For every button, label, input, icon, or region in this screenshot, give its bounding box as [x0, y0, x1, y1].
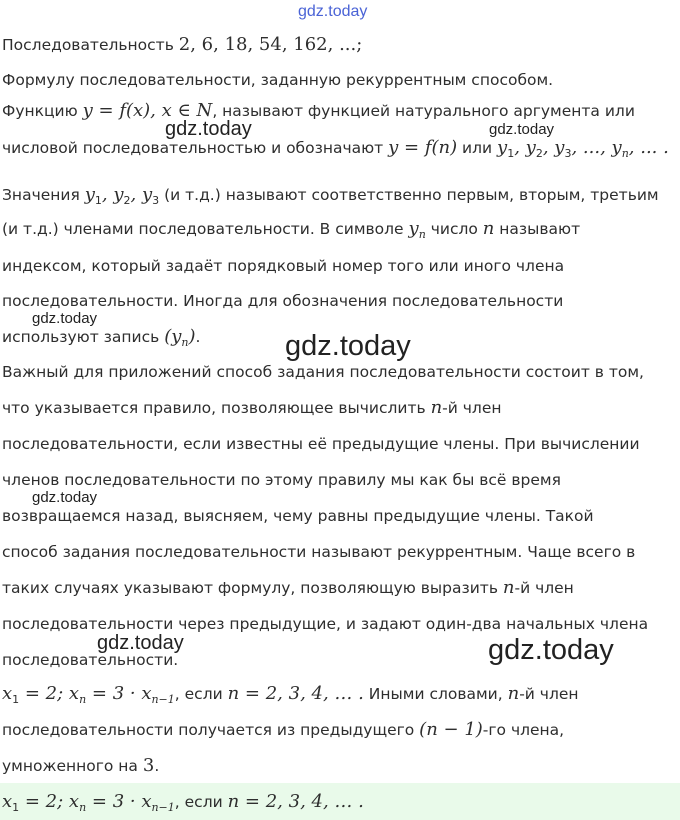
watermark: gdz.today: [285, 330, 411, 362]
text-line: Важный для приложений способ задания последовательности состоит в том,: [2, 363, 644, 381]
watermark: gdz.today: [489, 121, 555, 138]
watermark: gdz.today: [298, 3, 368, 20]
text-line: (и т.д.) членами последовательности. В символе $y_n$ число n называют: [2, 218, 581, 242]
text-line: Последовательность 2, 6, 18, 54, 162, ...;: [2, 34, 363, 55]
text-line: таких случаях указывают формулу, позволяющую выразить n-й член: [2, 577, 574, 598]
watermark: gdz.today: [32, 310, 98, 327]
text-line: последовательности, если известны её предыдущие члены. При вычислении: [2, 435, 640, 453]
watermark: gdz.today: [488, 634, 614, 666]
text-line: умноженного на 3.: [2, 755, 160, 776]
text-line: членов последовательности по этому правилу мы как бы всё время: [2, 471, 561, 489]
watermark: gdz.today: [97, 632, 184, 654]
text-line: последовательности.: [2, 651, 179, 669]
text-line: способ задания последовательности называют рекуррентным. Чаще всего в: [2, 543, 636, 561]
text-line: Функцию y = f(x), x ∈ N, называют функцией натурального аргумента или: [2, 100, 635, 121]
text-line: последовательности получается из предыдущего (n − 1)-го члена,: [2, 719, 565, 740]
text-line: индексом, который задаёт порядковый номер того или иного члена: [2, 257, 565, 275]
text-line: используют запись $(y_n)$.: [2, 326, 201, 350]
text-line: последовательности через предыдущие, и задают один-два начальных члена: [2, 615, 649, 633]
text-line: что указывается правило, позволяющее вычислить n-й член: [2, 397, 502, 418]
text-line: возвращаемся назад, выясняем, чему равны предыдущие члены. Такой: [2, 507, 594, 525]
watermark: gdz.today: [165, 118, 252, 140]
text-line: Формулу последовательности, заданную рекуррентным способом.: [2, 71, 554, 89]
watermark: gdz.today: [32, 489, 98, 506]
answer-formula: $x_1 = 2$; $x_n = 3 \cdot x_{n-1}$, если n = 2, 3, 4, … .: [2, 791, 364, 815]
formula-line: $x_1 = 2$; $x_n = 3 \cdot x_{n-1}$, если n = 2, 3, 4, … . Иными словами, n-й член: [2, 683, 579, 707]
text-line: Значения $y_1$, $y_2$, $y_3$ (и т.д.) называют соответственно первым, вторым, третьим: [2, 184, 659, 208]
text-line: последовательности. Иногда для обозначения последовательности: [2, 292, 564, 310]
text-line: числовой последовательностью и обозначают y = f(n) или $y_1$, $y_2$, $y_3$, ..., $y_n$, ... .: [2, 137, 669, 161]
